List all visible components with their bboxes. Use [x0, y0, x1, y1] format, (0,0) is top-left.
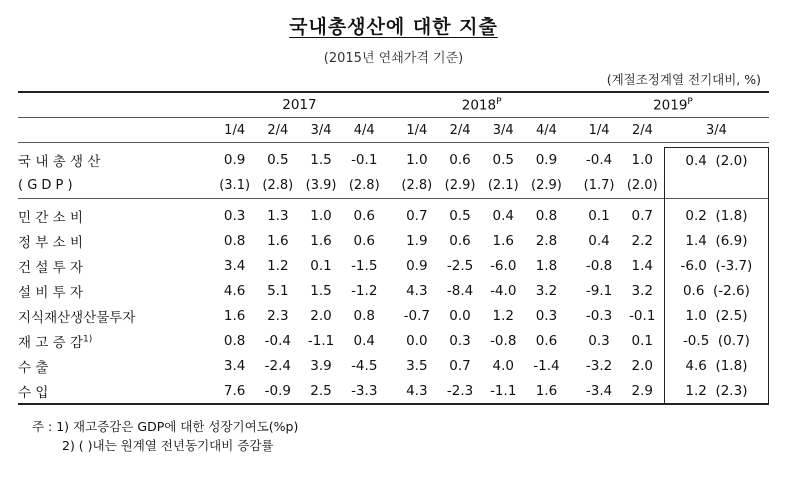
cell-ip-2017q3: 2.0 — [310, 307, 332, 324]
cell-inv-2017q2: -0.4 — [264, 332, 291, 349]
cell-fi-2018q2: -8.4 — [446, 282, 474, 299]
cell-imp-2017q3: 2.5 — [310, 382, 332, 399]
cell-fi-2017q3: 1.5 — [310, 282, 332, 299]
cell-pc-2017q4: 0.6 — [353, 207, 375, 224]
cell-inv-2018q1: 0.0 — [406, 332, 428, 349]
cell-gdp-2018q4: 0.9 — [535, 152, 558, 169]
cell-gdp-yoy-2017q3: (3.9) — [305, 178, 337, 193]
cell-exp-2018q4: -1.4 — [533, 357, 560, 374]
page-title: 국내총생산에 대한 지출 — [289, 16, 498, 38]
row-label-imports: 수 입 — [18, 384, 49, 401]
header-q-2017-3: 3/4 — [299, 118, 342, 143]
cell-gdp-2018q1: 1.0 — [406, 152, 428, 169]
cell-fi-2019q1: -9.1 — [585, 282, 613, 299]
cell-exp-2017q1: 3.4 — [223, 357, 246, 374]
cell-pc-2017q1: 0.3 — [223, 207, 246, 224]
cell-ip-2018q3: 1.2 — [492, 307, 514, 324]
cell-pc-2017q3: 1.0 — [310, 207, 332, 224]
cell-imp-2018q4: 1.6 — [535, 382, 558, 399]
table-row-gdp — [18, 148, 769, 174]
cell-gdp-yoy-2018q1: (2.8) — [401, 178, 433, 193]
cell-ci-2017q4: -1.5 — [351, 257, 378, 274]
cell-pc-2018q4: 0.8 — [535, 207, 558, 224]
row-label-gdp-sub: ( G D P ) — [18, 178, 73, 193]
cell-gdp-yoy-2018q3: (2.1) — [487, 178, 519, 193]
cell-inv-2018q2: 0.3 — [449, 332, 471, 349]
cell-inv-2017q1: 0.8 — [223, 332, 246, 349]
cell-imp-2019q1: -3.4 — [585, 382, 613, 399]
table-row — [18, 228, 769, 253]
cell-inv-2018q3: -0.8 — [490, 332, 517, 349]
row-label-construction-investment: 건 설 투 자 — [18, 259, 84, 276]
cell-gc-2017q2: 1.6 — [267, 232, 289, 249]
cell-ci-2019q3: -6.0 (-3.7) — [664, 253, 768, 278]
cell-ip-2018q4: 0.3 — [535, 307, 558, 324]
table-bottom-rule — [18, 404, 769, 409]
cell-gc-2017q1: 0.8 — [223, 232, 246, 249]
header-q-2018-3: 3/4 — [482, 118, 525, 143]
cell-exp-2019q1: -3.2 — [585, 357, 613, 374]
footnote-marker-1: 1) — [83, 334, 93, 344]
cell-gc-2018q1: 1.9 — [406, 232, 428, 249]
cell-ip-2018q2: 0.0 — [449, 307, 471, 324]
cell-ip-2019q2: -0.1 — [629, 307, 656, 324]
cell-ci-2019q2: 1.4 — [631, 257, 653, 274]
cell-fi-2019q2: 3.2 — [631, 282, 653, 299]
cell-gdp-yoy-2017q2: (2.8) — [262, 178, 294, 193]
cell-exp-2017q4: -4.5 — [351, 357, 378, 374]
cell-inv-2017q4: 0.4 — [353, 332, 375, 349]
cell-gc-2018q2: 0.6 — [449, 232, 471, 249]
header-q-2019-1: 1/4 — [577, 118, 620, 143]
cell-exp-2019q3: 4.6 (1.8) — [664, 353, 768, 378]
cell-gc-2018q4: 2.8 — [535, 232, 558, 249]
cell-pc-2018q3: 0.4 — [492, 207, 514, 224]
header-quarter-row — [18, 118, 769, 143]
cell-gdp-yoy-2017q1: (3.1) — [219, 178, 251, 193]
table-row-gdp-yoy — [18, 173, 769, 199]
table-row — [18, 278, 769, 303]
cell-gc-2017q4: 0.6 — [353, 232, 375, 249]
cell-gdp-yoy-2019q2: (2.0) — [626, 178, 658, 193]
cell-gdp-yoy-2018q2: (2.9) — [444, 178, 476, 193]
cell-exp-2019q2: 2.0 — [631, 357, 653, 374]
cell-gc-2019q1: 0.4 — [588, 232, 610, 249]
cell-ci-2019q1: -0.8 — [585, 257, 613, 274]
cell-ip-2019q3: 1.0 (2.5) — [664, 303, 768, 328]
cell-gdp-yoy-2017q4: (2.8) — [348, 178, 380, 193]
cell-inv-2019q1: 0.3 — [588, 332, 610, 349]
table-row — [18, 303, 769, 328]
cell-gdp-yoy-2018q4: (2.9) — [531, 178, 562, 193]
cell-gdp-2017q1: 0.9 — [223, 152, 246, 169]
cell-gc-2017q3: 1.6 — [310, 232, 332, 249]
cell-gc-2019q2: 2.2 — [631, 232, 653, 249]
cell-inv-2019q2: 0.1 — [631, 332, 653, 349]
footnote-line-2: 2) ( )내는 원계열 전년동기대비 증감률 — [62, 438, 274, 454]
cell-ci-2017q3: 0.1 — [310, 257, 332, 274]
cell-exp-2017q3: 3.9 — [310, 357, 332, 374]
header-year-2018: $2018^P$ — [395, 92, 568, 118]
row-label-private-consumption: 민 간 소 비 — [18, 209, 84, 226]
cell-inv-2018q4: 0.6 — [535, 332, 558, 349]
cell-pc-2019q1: 0.1 — [588, 207, 610, 224]
cell-pc-2017q2: 1.3 — [267, 207, 289, 224]
cell-ci-2018q2: -2.5 — [446, 257, 474, 274]
cell-imp-2018q2: -2.3 — [446, 382, 474, 399]
cell-fi-2017q2: 5.1 — [267, 282, 289, 299]
table-row — [18, 253, 769, 278]
header-q-2017-4: 4/4 — [343, 118, 386, 143]
row-label-ip-products-investment: 지식재산생산물투자 — [18, 309, 136, 326]
header-q-2018-4: 4/4 — [525, 118, 568, 143]
cell-imp-2017q1: 7.6 — [223, 382, 246, 399]
row-label-exports: 수 출 — [18, 359, 49, 376]
cell-imp-2019q2: 2.9 — [631, 382, 653, 399]
cell-ip-2019q1: -0.3 — [585, 307, 613, 324]
table-row — [18, 353, 769, 378]
header-q-2019-2: 2/4 — [621, 118, 665, 143]
header-q-2018-1: 1/4 — [395, 118, 438, 143]
header-q-2018-2: 2/4 — [438, 118, 481, 143]
cell-gdp-2019q2: 1.0 — [631, 152, 653, 169]
cell-gc-2019q3: 1.4 (6.9) — [664, 228, 768, 253]
cell-imp-2017q4: -3.3 — [351, 382, 378, 399]
expenditure-table — [18, 91, 769, 409]
header-q-2017-1: 1/4 — [213, 118, 256, 143]
table-row — [18, 378, 769, 404]
header-q-2019-3: 3/4 — [664, 118, 768, 143]
cell-exp-2018q2: 0.7 — [449, 357, 471, 374]
cell-exp-2018q1: 3.5 — [406, 357, 428, 374]
row-label-gdp: 국 내 총 생 산 — [18, 154, 101, 171]
cell-gdp-2017q4: -0.1 — [351, 152, 378, 169]
cell-ci-2018q3: -6.0 — [490, 257, 517, 274]
row-label-facilities-investment: 설 비 투 자 — [18, 284, 84, 301]
row-label-government-consumption: 정 부 소 비 — [18, 234, 84, 251]
cell-gdp-2017q3: 1.5 — [310, 152, 332, 169]
cell-exp-2018q3: 4.0 — [492, 357, 514, 374]
cell-pc-2018q2: 0.5 — [449, 207, 471, 224]
cell-gdp-2018q2: 0.6 — [449, 152, 471, 169]
header-year-2019: $2019^P$ — [577, 92, 768, 118]
cell-ci-2017q1: 3.4 — [223, 257, 246, 274]
table-row — [18, 328, 769, 353]
cell-gdp-2019q1: -0.4 — [585, 152, 613, 169]
cell-inv-2019q3: -0.5 (0.7) — [664, 328, 768, 353]
cell-gdp-2018q3: 0.5 — [492, 152, 514, 169]
cell-ip-2017q2: 2.3 — [267, 307, 289, 324]
cell-pc-2019q2: 0.7 — [631, 207, 653, 224]
cell-gdp-2017q2: 0.5 — [267, 152, 289, 169]
cell-imp-2019q3: 1.2 (2.3) — [664, 378, 768, 404]
header-year-2017: 2017 — [213, 92, 386, 118]
cell-inv-2017q3: -1.1 — [307, 332, 335, 349]
page-subtitle: (2015년 연쇄가격 기준) — [323, 51, 464, 66]
cell-ci-2018q1: 0.9 — [406, 257, 428, 274]
cell-fi-2018q3: -4.0 — [490, 282, 517, 299]
cell-gdp-yoy-2019q1: (1.7) — [583, 178, 615, 193]
year-2018-provisional-mark: P — [496, 96, 502, 107]
table-top-rule — [18, 92, 769, 118]
cell-pc-2019q3: 0.2 (1.8) — [664, 203, 768, 228]
cell-fi-2017q1: 4.6 — [223, 282, 246, 299]
cell-gc-2018q3: 1.6 — [492, 232, 514, 249]
cell-imp-2017q2: -0.9 — [264, 382, 291, 399]
cell-imp-2018q1: 4.3 — [406, 382, 428, 399]
unit-note: (계절조정계열 전기대비, %) — [606, 72, 761, 87]
cell-gdp-yoy-2019q3 — [664, 173, 768, 199]
cell-fi-2018q4: 3.2 — [535, 282, 558, 299]
footnote-line-1: 주 : 1) 재고증감은 GDP에 대한 성장기여도(%p) — [32, 419, 299, 434]
year-2019-provisional-mark: P — [687, 96, 693, 107]
row-label-inventory-change: 재 고 증 감$^{1)}$ — [18, 334, 93, 351]
header-q-2017-2: 2/4 — [256, 118, 299, 143]
cell-ci-2018q4: 1.8 — [535, 257, 558, 274]
cell-fi-2017q4: -1.2 — [351, 282, 378, 299]
cell-imp-2018q3: -1.1 — [490, 382, 517, 399]
table-row — [18, 203, 769, 228]
cell-gdp-2019q3: 0.4 (2.0) — [664, 148, 768, 174]
cell-exp-2017q2: -2.4 — [264, 357, 291, 374]
cell-ip-2018q1: -0.7 — [403, 307, 430, 324]
cell-ip-2017q4: 0.8 — [353, 307, 375, 324]
cell-fi-2018q1: 4.3 — [406, 282, 428, 299]
footnotes — [18, 417, 769, 456]
cell-ip-2017q1: 1.6 — [223, 307, 246, 324]
cell-fi-2019q3: 0.6 (-2.6) — [664, 278, 768, 303]
cell-ci-2017q2: 1.2 — [267, 257, 289, 274]
cell-pc-2018q1: 0.7 — [406, 207, 428, 224]
